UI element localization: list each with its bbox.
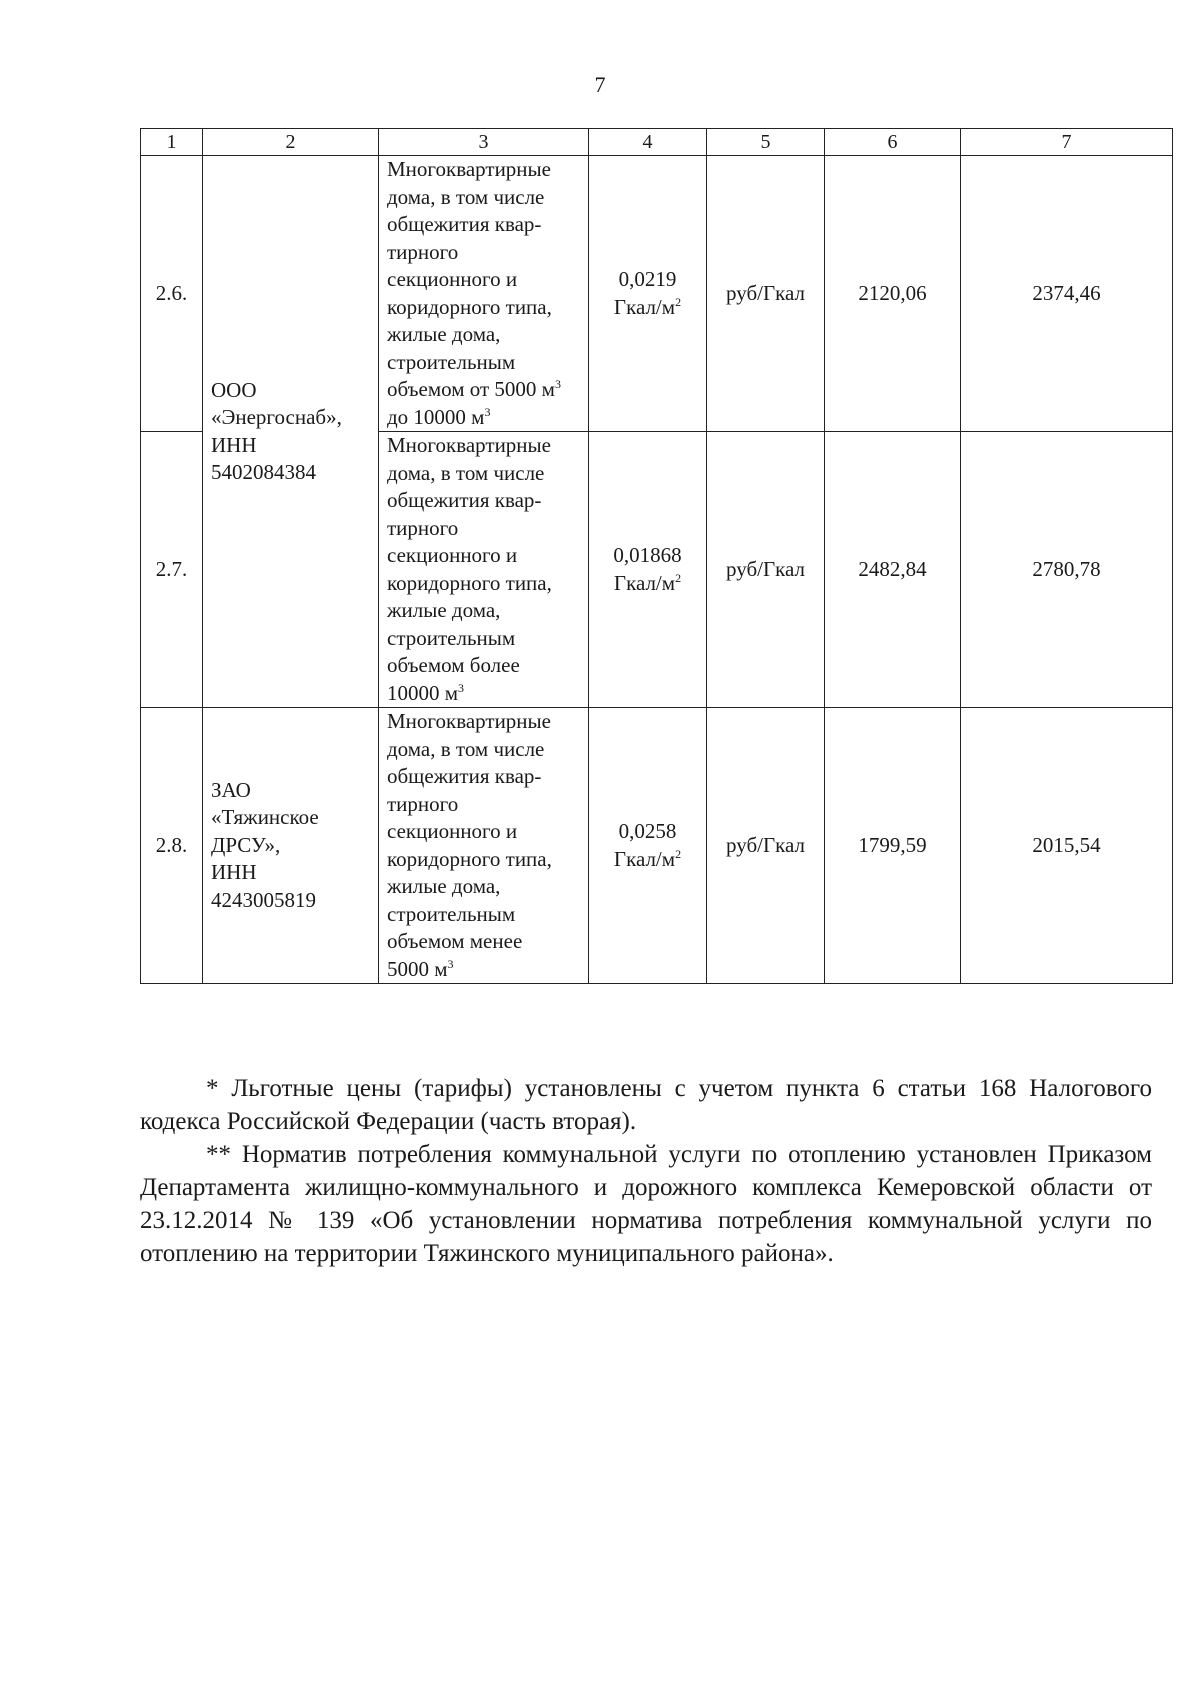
category-line: коридорного типа, [387, 294, 552, 319]
org-line: ИНН [211, 860, 257, 885]
superscript: 2 [675, 294, 682, 309]
superscript: 3 [458, 680, 465, 695]
norm-unit-line [597, 570, 698, 598]
norm-cell [589, 156, 707, 432]
organization-cell [203, 156, 379, 708]
org-line: ДРСУ», [211, 832, 281, 857]
category-line: Многоквартирные [387, 157, 551, 181]
category-line: дома, в том числе [387, 184, 545, 209]
category-line: объемом более [387, 653, 520, 677]
category-line [387, 376, 580, 404]
norm-unit: Гкал/м [613, 294, 676, 319]
org-line: «Энергоснаб», [211, 405, 342, 429]
category-line: Многоквартирные [387, 709, 551, 733]
category-line [387, 680, 580, 708]
header-cell: 7 [961, 129, 1173, 156]
category-line: жилые дома, [387, 874, 501, 898]
superscript: 2 [675, 846, 682, 861]
price-cell: 1799,59 [825, 708, 961, 984]
header-cell: 3 [379, 129, 589, 156]
table-row [141, 708, 1173, 984]
category-line: тирного [387, 791, 459, 816]
category-line: секционного и [387, 543, 518, 567]
superscript: 3 [447, 956, 454, 971]
norm-cell [589, 432, 707, 708]
header-cell: 4 [589, 129, 707, 156]
norm-unit-line [597, 294, 698, 322]
superscript: 3 [484, 404, 491, 419]
category-text: 5000 м [387, 956, 448, 981]
table-row [141, 156, 1173, 432]
org-line: «Тяжинское [211, 805, 319, 830]
header-cell: 6 [825, 129, 961, 156]
category-line: объемом менее [387, 929, 523, 953]
category-text: 10000 м [387, 680, 459, 705]
category-line: строительным [387, 349, 516, 374]
category-line: тирного [387, 239, 459, 264]
price-vat-cell: 2374,46 [961, 156, 1173, 432]
category-line [387, 404, 580, 432]
category-line [387, 956, 580, 984]
category-line: строительным [387, 625, 516, 650]
category-line: тирного [387, 515, 459, 540]
unit-cell: руб/Гкал [707, 708, 825, 984]
page-number: 7 [594, 72, 606, 97]
consumer-category-cell [379, 432, 589, 708]
category-line: секционного и [387, 267, 518, 291]
category-line: Многоквартирные [387, 433, 551, 457]
category-line: общежития квар- [387, 764, 542, 788]
category-line: жилые дома, [387, 598, 501, 622]
org-line: 5402084384 [211, 460, 316, 484]
category-line: общежития квар- [387, 488, 542, 512]
superscript: 3 [554, 377, 561, 391]
footnote-tax: * Льготные цены (тарифы) установлены с учетом пункта 6 статьи 168 Налогового кодекса Российской Федерации (часть вторая). [140, 1075, 1152, 1135]
norm-unit-line [597, 846, 698, 874]
category-line: дома, в том числе [387, 736, 545, 761]
row-number: 2.7. [141, 432, 203, 708]
price-cell: 2120,06 [825, 156, 961, 432]
category-line: коридорного типа, [387, 570, 552, 595]
price-vat-cell: 2780,78 [961, 432, 1173, 708]
category-text: объемом от 5000 м [387, 377, 555, 401]
row-number: 2.6. [141, 156, 203, 432]
norm-unit: Гкал/м [613, 570, 676, 595]
org-line: 4243005819 [211, 887, 316, 912]
norm-value: 0,01868 [613, 543, 682, 567]
header-cell: 2 [203, 129, 379, 156]
consumer-category-cell [379, 708, 589, 984]
org-line: ИНН [211, 432, 257, 457]
superscript: 2 [675, 570, 682, 585]
category-line: строительным [387, 901, 516, 926]
category-line: общежития квар- [387, 212, 542, 236]
norm-value: 0,0258 [618, 819, 677, 843]
organization-cell [203, 708, 379, 984]
tariff-table [140, 128, 1173, 984]
price-cell: 2482,84 [825, 432, 961, 708]
header-cell: 1 [141, 129, 203, 156]
category-line: коридорного типа, [387, 846, 552, 871]
norm-cell [589, 708, 707, 984]
consumer-category-cell [379, 156, 589, 432]
category-line: жилые дома, [387, 322, 501, 346]
norm-unit: Гкал/м [613, 846, 676, 871]
unit-cell: руб/Гкал [707, 432, 825, 708]
row-number: 2.8. [141, 708, 203, 984]
category-line: дома, в том числе [387, 460, 545, 485]
unit-cell: руб/Гкал [707, 156, 825, 432]
footnotes [140, 1072, 1152, 1270]
category-line: секционного и [387, 819, 518, 843]
org-line: ЗАО [211, 777, 251, 802]
category-text: до 10000 м [387, 404, 485, 429]
footnote-norm: ** Норматив потребления коммунальной услуги по отоплению установлен Приказом Департамента жилищно-коммунального и дорожного комплекса Кемеровской области от 23.12.2014 № 139 «Об установлении норматива потребления коммунальной услуги по отоплению на территории Тяжинского муниципального района». [140, 1141, 1152, 1267]
table-header-row [141, 129, 1173, 156]
org-line: ООО [211, 377, 257, 402]
price-vat-cell: 2015,54 [961, 708, 1173, 984]
norm-value: 0,0219 [618, 267, 677, 291]
header-cell: 5 [707, 129, 825, 156]
